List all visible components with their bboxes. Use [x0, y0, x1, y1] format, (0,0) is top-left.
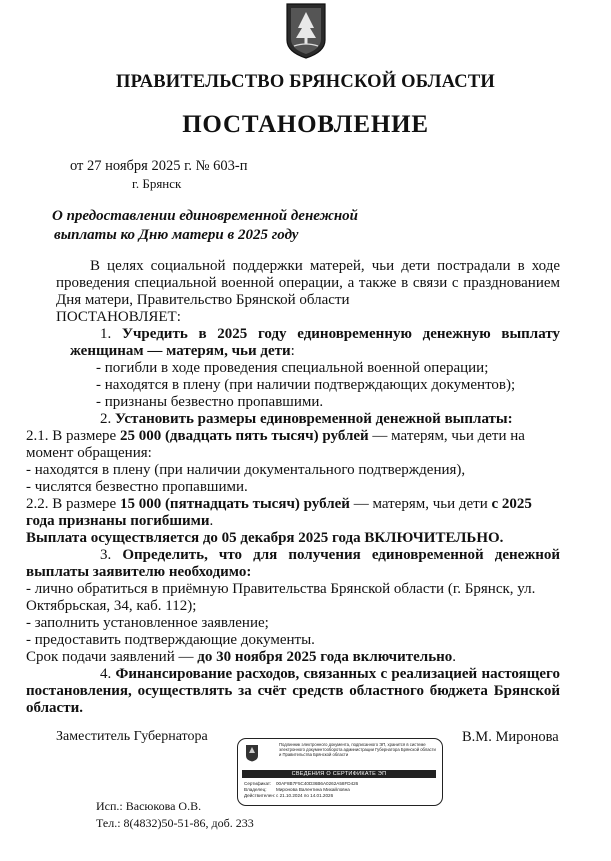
- clause-3-text: Определить, что для получения единовременной денежной: [122, 547, 561, 563]
- stamp-cert-row: [244, 781, 358, 786]
- stamp-description: Подлинник электронного документа, подписанного ЭП, хранится в системе электронного документооборота администрации Губернатора Брянской области и Правительства Брянской области: [279, 742, 436, 757]
- document-body: [26, 258, 561, 717]
- list-item: - заполнить установленное заявление;: [26, 615, 269, 631]
- list-item: - лично обратиться в приёмную Правительства Брянской области (г. Брянск, ул. Октябрьская, 34, каб. 112);: [26, 581, 536, 614]
- clause-2-2: [26, 496, 560, 513]
- stamp-title: СВЕДЕНИЯ О СЕРТИФИКАТЕ ЭП: [242, 770, 436, 778]
- list-item: - находятся в плену (при наличии подтверждающих документов);: [96, 377, 516, 393]
- subject-line-1: О предоставлении единовременной денежной: [52, 208, 359, 224]
- clause-2-2-amount: 15 000 (пятнадцать тысяч) рублей: [119, 496, 350, 512]
- clause-2-2-f: .: [209, 513, 214, 529]
- list-item: - предоставить подтверждающие документы.: [26, 632, 315, 648]
- executor-name: Исп.: Васюкова О.В.: [96, 799, 202, 813]
- stamp-valid-value: с 21.10.2024 по 14.01.2026: [276, 793, 334, 798]
- date-number: от 27 ноября 2025 г. № 603-п: [70, 158, 248, 174]
- document-subject: [52, 207, 392, 245]
- payment-deadline: Выплата осуществляется до 05 декабря 2025 года ВКЛЮЧИТЕЛЬНО.: [26, 530, 504, 546]
- resolves-heading: ПОСТАНОВЛЯЕТ:: [56, 309, 181, 325]
- clause-1-colon: :: [290, 343, 295, 359]
- clause-2-2-e: года признаны погибшими: [26, 513, 210, 529]
- government-name: ПРАВИТЕЛЬСТВО БРЯНСКОЙ ОБЛАСТИ: [115, 72, 495, 92]
- clause-2-1-a: 2.1. В размере: [26, 428, 120, 444]
- clause-1-number: 1.: [100, 326, 122, 342]
- clause-3-number: 3.: [100, 547, 123, 563]
- stamp-cert-value: 00AF8B7F5C40D36B6A0262A58FD426: [276, 781, 359, 786]
- clause-1-text: Учредить в 2025 году единовременную денежную выплату: [121, 326, 561, 342]
- electronic-signature-stamp: [237, 738, 443, 806]
- deadline-a: Срок подачи заявлений —: [26, 649, 198, 665]
- clause-2-2-c: — матерям, чьи дети: [349, 496, 492, 512]
- clause-3-head-cont: выплаты заявителю необходимо:: [26, 564, 252, 580]
- stamp-cert-label: Сертификат:: [244, 781, 272, 786]
- clause-2-2-cont: [26, 513, 560, 530]
- city: г. Брянск: [132, 176, 182, 191]
- clause-2-1: [26, 428, 560, 445]
- clause-1-head: [56, 326, 560, 343]
- clause-2-text: Установить размеры единовременной денежной выплаты:: [115, 411, 513, 427]
- clause-1-head-cont: [56, 343, 560, 360]
- clause-2-number: 2.: [100, 411, 115, 427]
- list-item: - находятся в плену (при наличии документального подтверждения),: [26, 462, 466, 478]
- executor-phone: Тел.: 8(4832)50-51-86, доб. 233: [96, 816, 254, 830]
- signatory-name: В.М. Миронова: [462, 729, 559, 745]
- list-item: - признаны безвестно пропавшими.: [96, 394, 324, 410]
- clause-4: [26, 666, 560, 717]
- document-type: ПОСТАНОВЛЕНИЕ: [182, 111, 429, 138]
- clause-2-head: [56, 411, 560, 428]
- stamp-owner-row: [244, 787, 350, 792]
- clause-1-text-cont: женщинам — матерям, чьи дети: [70, 343, 291, 359]
- clause-4-text: Финансирование расходов, связанных с реализацией настоящего постановления, осуществлять за счёт средств областного бюджета Брянской области.: [26, 666, 560, 716]
- intro-paragraph: В целях социальной поддержки матерей, чьи дети пострадали в ходе проведения специальной военной операции, а также в связи с празднованием Дня матери, Правительство Брянской области: [56, 258, 560, 308]
- stamp-valid-label: Действителен:: [244, 793, 276, 798]
- stamp-owner-label: Владелец:: [244, 787, 267, 792]
- subject-line-2: выплаты ко Дню матери в 2025 году: [54, 227, 299, 243]
- clause-2-2-a: 2.2. В размере: [26, 496, 120, 512]
- deadline-b: до 30 ноября 2025 года включительно: [197, 649, 453, 665]
- coat-of-arms-icon: [284, 2, 328, 60]
- stamp-valid-row: [244, 793, 333, 798]
- clause-4-number: 4.: [100, 666, 116, 682]
- clause-2-1-cont: момент обращения:: [26, 445, 152, 461]
- clause-2-2-d: с 2025: [491, 496, 532, 512]
- list-item: - числятся безвестно пропавшими.: [26, 479, 248, 495]
- executor-info: [96, 798, 254, 832]
- stamp-emblem-icon: [245, 744, 259, 762]
- list-item: - погибли в ходе проведения специальной военной операции;: [96, 360, 489, 376]
- clause-2-1-c: — матерям, чьи дети на: [368, 428, 525, 444]
- stamp-owner-value: Миронова Валентина Михайловна: [276, 787, 350, 792]
- deadline-c: .: [452, 649, 457, 665]
- clause-2-1-amount: 25 000 (двадцать пять тысяч) рублей: [119, 428, 369, 444]
- application-deadline: [26, 649, 560, 666]
- clause-3-head: [56, 547, 560, 564]
- signatory-position: Заместитель Губернатора: [56, 729, 208, 744]
